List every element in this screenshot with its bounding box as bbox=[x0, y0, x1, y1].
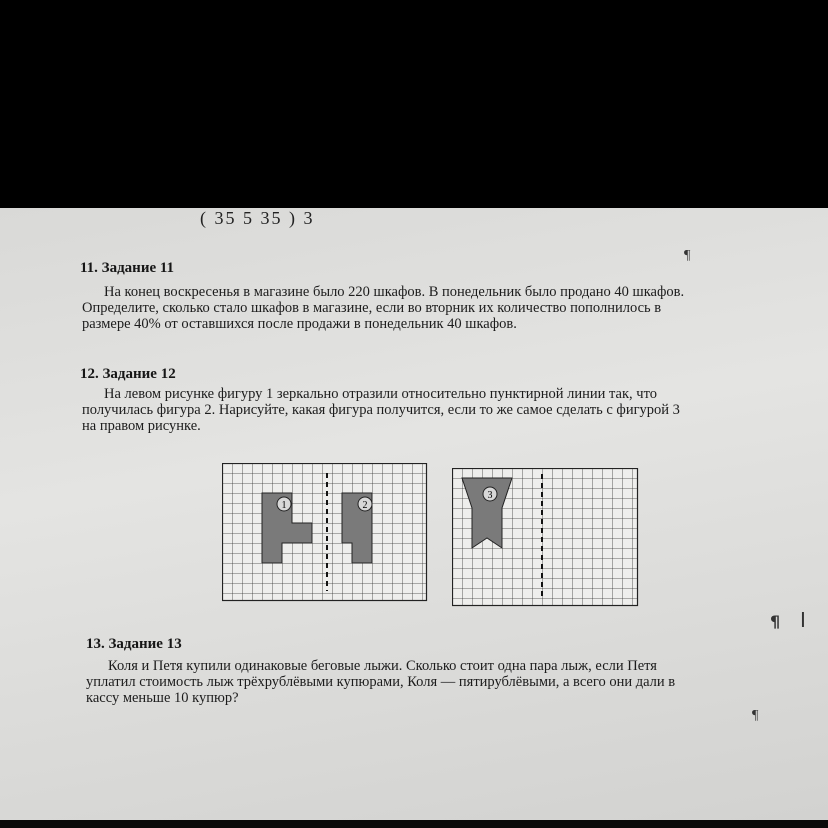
bottom-edge bbox=[0, 820, 828, 828]
figure-2-label: 2 bbox=[362, 500, 368, 511]
task-11-text bbox=[82, 284, 790, 332]
task-12-heading: 12. Задание 12 bbox=[80, 366, 176, 382]
figure-3-label: 3 bbox=[487, 490, 493, 501]
text-cursor-icon: I bbox=[800, 608, 806, 632]
task-13-line-1: Коля и Петя купили одинаковые беговые лыжи. Сколько стоит одна пара лыж, если Петя bbox=[108, 658, 657, 674]
document-page bbox=[0, 208, 828, 820]
fraction-fragment: ( 35 5 35 ) 3 bbox=[200, 208, 315, 228]
task-13-heading: 13. Задание 13 bbox=[86, 636, 182, 652]
task-11-heading: 11. Задание 11 bbox=[80, 260, 175, 276]
task-13-line-2: уплатил стоимость лыж трёхрублёвыми купюрами, Коля — пятирублёвыми, а всего они дали в bbox=[86, 674, 676, 690]
right-grid-figure bbox=[452, 468, 642, 610]
task-13-line-3: кассу меньше 10 купюр? bbox=[86, 690, 239, 706]
task-11-line-3: размере 40% от оставшихся после продажи в понедельник 40 шкафов. bbox=[82, 316, 517, 332]
task-11-line-2: Определите, сколько стало шкафов в магазине, если во вторник их количество пополнилось в bbox=[82, 300, 662, 316]
task-11-line-1: На конец воскресенья в магазине было 220 шкафов. В понедельник было продано 40 шкафов. bbox=[104, 284, 685, 300]
task-13-text bbox=[86, 658, 756, 706]
task-12-line-1: На левом рисунке фигуру 1 зеркально отразили относительно пунктирной линии так, что bbox=[104, 386, 657, 402]
task-12-line-3: на правом рисунке. bbox=[82, 418, 201, 434]
pilcrow-mark-2: ¶ bbox=[770, 612, 781, 631]
figure-1-label: 1 bbox=[281, 500, 287, 511]
pilcrow-mark: ¶ bbox=[684, 248, 691, 263]
pilcrow-mark-3: ¶ bbox=[752, 708, 759, 723]
task-12-text bbox=[82, 386, 782, 434]
task-12-line-2: получилась фигура 2. Нарисуйте, какая фигура получится, если то же самое сделать с фигурой 3 bbox=[82, 402, 680, 418]
left-grid-figure bbox=[222, 463, 432, 605]
